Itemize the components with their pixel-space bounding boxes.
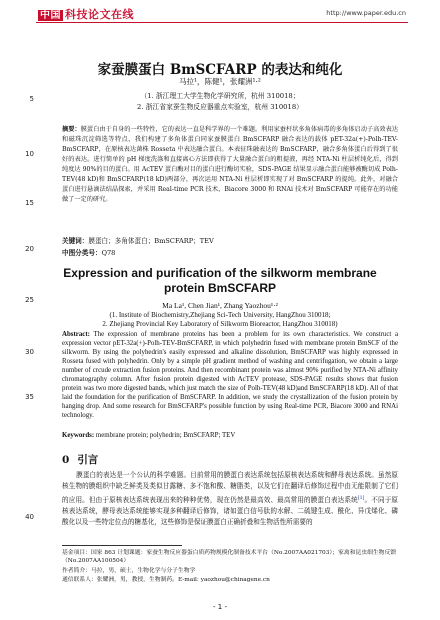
affiliation-cn-1: （1. 浙江理工大学生物化学研究所，杭州 310018； <box>140 92 300 100</box>
keywords-en-label: Keywords: <box>62 432 95 439</box>
logo-mark: 中国 <box>40 10 61 21</box>
line-number: 5 <box>29 95 34 103</box>
abstract-cn-text: 膜蛋白由于自身的一些特性，它的表达一直是科学界的一个难题。利用家蚕杆状多角体病毒的多角体启动子高效表达和磁珠沉淀筛选等特点，我们构建了多角体蛋白同家蚕膜蛋白 BmSCFARP 融合表达的载体 pET-32a(+)-Polh-TEV-BmSCFARP，在原核表达菌株 Rosseta 中表达融合蛋白。本表征珠融表达的 BmSCFARP，融合多角体蛋白后得到了很好的表达。进行简单的 pH 梯度洗涤和直接离心方法即获得了大量融合蛋白的粗提液，再经 NTA-Ni 柱层析纯化后，得到纯度达 90%的目的蛋白。用 AcTEV 蛋白酶对目的蛋白进行酶切实验，SDS-PAGE 结果显示融合蛋白能够被酶切成 Polh-TEV(48 kD)和 BmSCFARP(18 kD)两部分，再次运用 NTA-Ni 柱层析即实现了对 BmSCFARP 的提纯。此外，对融合蛋白进行悬滴法结晶探索，并采用 Real-time PCR 技术，Biacore 3000 和 RNAi 技术对 BmSCFARP 可能存在的功能做了一定的研究。 <box>62 126 399 203</box>
intro-paragraph <box>62 470 398 529</box>
abstract-cn <box>62 125 398 205</box>
line-number: 20 <box>25 245 34 253</box>
line-number: 40 <box>25 513 34 521</box>
abstract-en <box>62 330 398 420</box>
authors-cn: 马拉¹，陈健¹，张耀洲¹·² <box>179 77 261 86</box>
classification-cn-code: Q78 <box>101 249 116 257</box>
site-url[interactable]: http://www.paper.edu.cn <box>326 9 406 17</box>
keywords-en <box>62 432 235 439</box>
page-number: - 1 - <box>213 603 227 611</box>
site-logo[interactable] <box>38 6 134 22</box>
intro-text-cont: 。不同于原核表达系统，酵母表达系统能够实现多种翻译后修饰，诸如蛋白信号肽的水解、二硫键生成、酰化、异戊烯化、磷酸化以及一些特定位点的糖基化，这些修饰是保证膜蛋白正确折叠和生物活性所需要的 <box>62 495 399 527</box>
citation-link[interactable]: [1] <box>357 495 365 501</box>
footnote-rule <box>62 545 182 546</box>
footnote-contact: 通信联系人：张耀洲，男，教授，生物制药。E-mail: yaozhou@chinagene.cn <box>62 577 270 583</box>
section-heading <box>62 452 98 467</box>
paper-title-cn: 家蚕膜蛋白 BmSCFARP 的表达和纯化 <box>97 62 343 78</box>
keywords-cn-label: 关键词： <box>62 237 89 245</box>
footnote-author: 作者简介：马拉，男，硕士，生物化学与分子生物学 <box>62 568 196 574</box>
line-number: 25 <box>25 296 34 304</box>
classification-cn <box>62 247 115 257</box>
section-number: 0 <box>62 454 70 466</box>
footnote-funding: 基金项目：国家 863 计划课题：家蚕生物反应器蛋白质药物规模化制备技术平台（No.2007AA021703）；家禽和昆虫细生物反馈（No.2007AA100504） <box>62 550 397 565</box>
abstract-cn-label: 摘要： <box>62 126 81 133</box>
paper-title-en <box>0 266 440 296</box>
keywords-en-text: membrane protein; polyhedrin; BmSCFARP; TEV <box>95 432 236 439</box>
keywords-cn-text: 膜蛋白；多角体蛋白；BmSCFARP；TEV <box>88 237 214 245</box>
affiliation-cn-2: 2. 浙江省家蚕生物反应器重点实验室，杭州 310018） <box>137 103 303 111</box>
classification-cn-label: 中图分类号： <box>62 249 102 257</box>
section-title: 引言 <box>77 454 99 466</box>
abstract-en-label: Abstract: <box>62 331 90 338</box>
logo-text: 科技论文在线 <box>65 8 134 21</box>
intro-text: 膜蛋白的表达是一个公认的科学难题。目前常用的膜蛋白表达系统包括原核表达系统和酵母表达系统。虽然原核生物的膜组织中缺乏鲜类及类似甘露糖、多不饱和酸、糖脂类，以及它们在翻译后修饰过程中由无能限制了它们的应用。但由于原核表达系统表现出来的种种优势，现在仍然是最高效、最高常用的膜蛋白表达系统 <box>62 471 398 504</box>
line-number: 35 <box>25 393 34 401</box>
title-en-line-1: Expression and purification of the silkworm membrane <box>63 266 377 280</box>
affiliation-en-1: (1. Institute of Biochemistry,Zhejiang Sci-Tech University, HangZhou 310018; <box>109 311 331 319</box>
keywords-cn <box>62 235 214 245</box>
header-divider <box>36 22 408 23</box>
line-number: 30 <box>25 348 34 356</box>
line-number: 10 <box>25 150 34 158</box>
line-number: 15 <box>25 199 34 207</box>
affiliation-en-2: 2. Zhejiang Provincial Key Laboratory of Silkworm Bioreactor, HangZhou 310018) <box>102 320 338 328</box>
title-en-line-2: protein BmSCFARP <box>163 281 276 295</box>
authors-en: Ma La¹, Chen Jian¹, Zhang Yaozhou¹·² <box>162 301 278 310</box>
abstract-en-text: The expression of membrane proteins has been a problem for its own characteristics. We construct a expression vector pET-32a(+)-Polh-TEV-BmSCFARP, in which polyhedrin fused with membrane protein BmSCF of the silkworm. By using the polyhedrin's easily expressed and alkaline dissolution, BmSCFARP was highly expressed in Rosseta fused with polyhedrin. Only by a simple pH gradient method of washing and centrifugation, we obtain a large number of crcude extraction fusion proteins. And then recombinant protein was almost 90% purified by NTA-Ni affinity chromatography column. After fusion protein digested with AcTEV protease, SDS-PAGE results shows that fusion protein was two more digested bands, which just match the size of Polh-TEV(48 kD)and BmSCFARP(18 kD). All of that laid the foundation for the purification of BmSCFARP. In addition, we study the crystallization of the fusion protein by hanging drop. And some research for BmSCFARP's possible function by using Real-time PCR, Biacore 3000 and RNAi technology. <box>62 331 399 419</box>
